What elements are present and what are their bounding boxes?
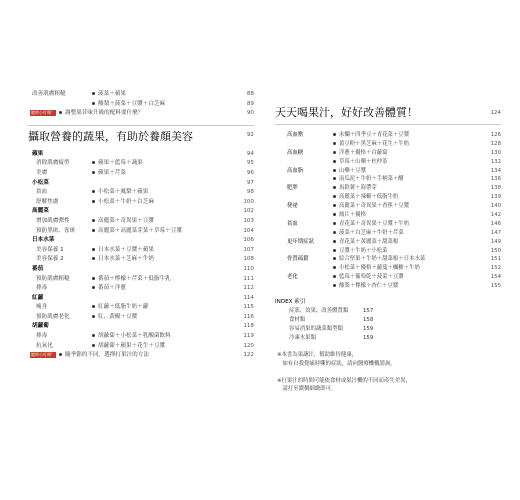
symptom-row [275, 184, 501, 193]
page-number: 98 [246, 189, 254, 196]
page-number: 142 [490, 212, 501, 219]
bullet-icon [92, 286, 95, 289]
toc-row [28, 342, 254, 352]
toc-row [28, 284, 254, 294]
recipe-text-wrap [333, 282, 398, 291]
recipe-text-wrap [333, 167, 366, 176]
symptom-row [275, 193, 501, 202]
bullet-icon [92, 334, 95, 337]
heading-title: 天天喝果汁，好好改善體質！ [275, 106, 418, 119]
page-number: 114 [243, 294, 254, 301]
page-number: 139 [490, 194, 501, 201]
symptom-row [275, 220, 501, 229]
note-line [277, 368, 501, 377]
toc-label: 預防肌膚粗糙 [36, 275, 70, 282]
heading-title: 攝取營養的蔬果，有助於養顏美容 [28, 129, 193, 143]
toc-label: 抗氧化 [36, 342, 53, 349]
toc-row [28, 246, 254, 256]
toc-label: 高麗菜 [32, 208, 49, 215]
bullet-icon [333, 151, 336, 154]
symptom-category: 老化 [287, 274, 298, 281]
section-heading [28, 125, 254, 146]
symptom-category: 骨質疏鬆 [287, 256, 309, 263]
symptom-category [287, 175, 289, 184]
recipe-text: 藍莓＋葡萄乾＋菠菜＋豆漿 [339, 274, 404, 281]
page-number: 130 [490, 149, 501, 156]
page-number: 149 [490, 238, 501, 245]
symptom-category [287, 229, 289, 238]
recipe-text: 酪梨＋檸檬＋杏仁＋豆漿 [339, 283, 399, 290]
toc-text [92, 284, 126, 294]
symptom-category [287, 282, 289, 291]
recipe-text: 小松菜＋優格＋蘿蔓＋楓糖＋牛奶 [339, 265, 420, 272]
recipe-text: 日本水菜＋豆漿＋蘋果 [98, 246, 154, 253]
tip-text: 隨季節的不同，選擇打果汁的方法 [65, 352, 149, 359]
symptom-category: 便祕 [287, 203, 298, 210]
symptom-row [275, 158, 501, 167]
page-number: 120 [243, 342, 254, 349]
toc-label: 番茄 [32, 265, 44, 272]
toc-row [28, 188, 254, 198]
toc-label: 預防肌膚老化 [36, 313, 70, 320]
section-heading [275, 104, 501, 125]
recipe-text: 青花菜＋黃麗菜＋甜菜根 [339, 238, 399, 245]
recipe-text: 洋蔥＋優格＋白蘿蔔 [339, 149, 388, 156]
page-number: 150 [490, 247, 501, 254]
symptom-row [275, 149, 501, 158]
page-number: 104 [243, 227, 254, 234]
notes [275, 351, 501, 394]
page-number: 138 [490, 185, 501, 192]
tip-row [28, 109, 254, 119]
toc-text [92, 217, 154, 227]
page-number: 96 [246, 169, 254, 176]
symptom-category [287, 193, 289, 202]
left-top-section [28, 90, 254, 109]
bullet-icon [333, 160, 336, 163]
recipe-text: 酪梨＋菠菜＋豆漿＋白芝麻 [98, 100, 166, 107]
toc-label: 蘋果 [32, 150, 44, 157]
symptom-category [287, 264, 289, 273]
bullet-icon [92, 92, 95, 95]
note-line: ※打果汁的時間可能依食材或果汁機的不同而產生差異， [277, 377, 411, 384]
recipe-text-wrap [333, 184, 377, 193]
toc-row [28, 313, 254, 323]
page-number: 119 [243, 333, 254, 340]
toc-text [92, 255, 154, 265]
index-row [275, 325, 501, 334]
page-number: 95 [246, 160, 254, 167]
toc-label: 增加肌膚彈性 [36, 217, 70, 224]
recipe-text: 蘋果＋藍莓＋蔬果 [98, 160, 143, 167]
symptom-row [275, 202, 501, 211]
toc-section-row [28, 236, 254, 246]
page-number: 157 [363, 308, 374, 315]
toc-label: 預防黑斑、雀斑 [36, 227, 76, 234]
recipe-text-wrap [333, 158, 388, 167]
recipe-text: 小松菜＋牛奶＋白芝麻 [98, 198, 154, 205]
toc-text [92, 159, 143, 169]
toc-row [28, 169, 254, 179]
toc-row [28, 217, 254, 227]
recipe-text: 菠菜＋蘋果 [98, 91, 126, 97]
page-number: 158 [363, 317, 374, 324]
bullet-icon [92, 277, 95, 280]
page-number: 159 [363, 326, 374, 333]
page-number: 146 [490, 220, 501, 227]
recipe-text: 鳳片＋優格 [339, 212, 366, 219]
page-number: 100 [243, 198, 254, 205]
toc-text [92, 275, 171, 285]
symptom-list [275, 131, 501, 291]
page-number: 140 [490, 203, 501, 210]
toc-row [28, 332, 254, 342]
recipe-text-wrap [333, 247, 388, 256]
index-label: 食材類 [289, 317, 306, 324]
page-number: 106 [243, 237, 254, 244]
symptom-row [275, 131, 501, 140]
symptom-category: 高血脂 [287, 167, 304, 174]
bullet-icon [92, 315, 95, 318]
symptom-category: 更年期症狀 [287, 238, 314, 245]
recipe-text-wrap [333, 193, 398, 202]
recipe-text-wrap [333, 273, 404, 282]
toc-label: 小松菜 [32, 179, 49, 186]
toc-section-row [28, 207, 254, 217]
symptom-row [275, 255, 501, 264]
toc-row [28, 90, 254, 100]
page-number: 89 [246, 100, 254, 107]
recipe-text: 高麗菜＋奇異果＋豆漿 [98, 217, 154, 224]
index-row [275, 334, 501, 343]
toc-row [28, 227, 254, 237]
symptom-row [275, 175, 501, 184]
toc-row [28, 159, 254, 169]
recipe-text: 紅、黃椒＋豆漿 [98, 313, 138, 320]
page-number: 151 [490, 256, 501, 263]
toc-text [92, 332, 171, 342]
page-number: 97 [246, 179, 254, 186]
page-number: 134 [490, 167, 501, 174]
note-line: 如有自我覺痛時嘶的症狀，請向醫療機構諮詢。 [277, 360, 396, 367]
toc-row [28, 198, 254, 208]
recipe-text-wrap [333, 131, 409, 140]
toc-label: 紅蘿 [32, 294, 44, 301]
page-number: 122 [243, 352, 254, 359]
toc-label: 舒解焦慮 [36, 198, 59, 205]
symptom-category [287, 247, 289, 256]
recipe-text: 胡蘿蔔＋小松菜＋乳酸菌飲料 [98, 333, 171, 340]
toc-label: 美容保養 2 [36, 256, 64, 263]
bullet-icon [333, 169, 336, 172]
toc-text [92, 342, 165, 352]
recipe-text-wrap [333, 238, 398, 247]
index-label: 冷凍水果類 [289, 335, 316, 342]
bullet-icon [333, 249, 336, 252]
recipe-text-wrap [333, 140, 409, 149]
page-number: 103 [243, 217, 254, 224]
bullet-icon [92, 219, 95, 222]
index-row [275, 307, 501, 316]
toc-label: 排毒 [36, 333, 48, 340]
recipe-text: 黃豆粉＋黑芝麻＋花生＋牛奶 [339, 140, 410, 147]
toc-label: 胡蘿蔔 [32, 323, 49, 330]
bullet-icon [92, 102, 95, 105]
bullet-icon [92, 344, 95, 347]
index-list [275, 307, 501, 343]
page-number: 155 [490, 283, 501, 290]
tip-badge: 隨時小叮嚀！ [31, 351, 55, 357]
recipe-text: 山藥＋豆漿 [339, 167, 366, 174]
bullet-icon [92, 305, 95, 308]
recipe-text: 草莓＋山藥＋杜仲茶 [339, 158, 388, 165]
bullet-icon [333, 142, 336, 145]
symptom-category [287, 158, 289, 167]
symptom-category: 貧血 [287, 220, 298, 227]
page-number: 94 [246, 150, 254, 157]
page-number: 126 [490, 132, 501, 138]
toc-text [92, 246, 154, 256]
bullet-icon [333, 240, 336, 243]
page-number: 116 [243, 313, 254, 320]
recipe-text: 青花菜＋奇異果＋豆漿＋牛奶 [339, 220, 410, 227]
toc-label: 排毒 [36, 285, 48, 292]
bullet-icon [333, 275, 336, 278]
symptom-row [275, 247, 501, 256]
recipe-text: 胡蘿蔔＋蘋果＋花生＋豆漿 [98, 342, 166, 349]
toc-section-row [28, 294, 254, 304]
symptom-row [275, 229, 501, 238]
recipe-text: 高麗菜＋辣椒＋低脂牛奶 [339, 194, 399, 201]
toc-text [92, 169, 126, 179]
bullet-icon [333, 284, 336, 287]
toc-list [28, 150, 254, 351]
page-number: 107 [243, 246, 254, 253]
page-number: 88 [246, 91, 254, 97]
bullet-icon [333, 231, 336, 234]
recipe-text: 未爛＋四季豆＋青花菜＋豆漿 [339, 132, 410, 138]
symptom-row [275, 211, 501, 220]
recipe-text: 菠菜＋白芝麻＋牛奶＋芹菜 [339, 229, 404, 236]
recipe-text-wrap [333, 255, 425, 264]
note-line: 請打至濃稠細緻即可。 [277, 386, 337, 393]
symptom-row [275, 273, 501, 282]
tip-badge: 隨時小叮嚀！ [31, 109, 55, 115]
recipe-text-wrap [333, 202, 409, 211]
bullet-icon [333, 195, 336, 198]
page-number: 132 [490, 158, 501, 165]
bullet-icon [333, 186, 336, 189]
tip-row [28, 351, 254, 361]
recipe-text: 高麗菜＋奇異果＋香蕉＋豆漿 [339, 203, 410, 210]
symptom-category: 高血壓 [287, 132, 304, 138]
bullet-icon [333, 204, 336, 207]
symptom-row [275, 140, 501, 149]
recipe-text-wrap [333, 220, 409, 229]
toc-section-row [28, 179, 254, 189]
page-number: 124 [490, 110, 501, 116]
bullet-icon [92, 248, 95, 251]
toc-section-row [28, 322, 254, 332]
symptom-category: 高血糖 [287, 149, 304, 156]
toc-label [32, 100, 34, 110]
recipe-text: 高麗菜＋高麗菜芽菜＋草莓＋豆漿 [98, 227, 182, 234]
bullet-icon [92, 257, 95, 260]
recipe-text: 馬鈴薯＋海帶芽 [339, 185, 377, 192]
page-number: 102 [243, 208, 254, 215]
toc-row [28, 100, 254, 110]
bullet-icon [92, 229, 95, 232]
page-number: 118 [243, 323, 254, 330]
symptom-row [275, 238, 501, 247]
note-line: ※本書為果蔬汁，幫助維持健康， [277, 352, 357, 359]
symptom-category: 肥胖 [287, 185, 298, 192]
left-page [28, 90, 254, 361]
recipe-text: 紅蘿＋低脂牛奶＋蘿 [98, 304, 149, 311]
toc-label: 瘦身 [36, 304, 48, 311]
recipe-text: 番茄＋檸檬＋芹菜＋低脂牛乳 [98, 275, 171, 282]
index-heading: INDEX 索引 [275, 299, 306, 306]
page-number: 110 [243, 265, 254, 272]
bullet-icon [59, 111, 62, 114]
page-number: 136 [490, 176, 501, 183]
page-number: 152 [490, 265, 501, 272]
symptom-category [287, 211, 289, 220]
bullet-icon [333, 222, 336, 225]
bullet-icon [92, 161, 95, 164]
page-number: 111 [243, 275, 254, 282]
recipe-text-wrap [333, 229, 404, 238]
symptom-row [275, 282, 501, 291]
recipe-text-wrap [333, 264, 420, 273]
page-number: 108 [243, 256, 254, 263]
recipe-text: 小松菜＋鳳梨＋蘋果 [98, 189, 149, 196]
recipe-text: 日本水菜＋芝麻＋牛奶 [98, 256, 154, 263]
page-number: 159 [363, 335, 374, 342]
page-number: 128 [490, 140, 501, 147]
page-number: 112 [243, 285, 254, 292]
toc-label: 美容保養 1 [36, 246, 64, 253]
toc-row [28, 275, 254, 285]
tip-text: 調整果昔味升級的配料要什麼？ [65, 110, 144, 117]
bullet-icon [333, 213, 336, 216]
right-page [275, 96, 501, 394]
toc-label: 日本水菜 [32, 237, 55, 244]
recipe-text: 南瓜泥＋牛奶＋手柄菜＋醋 [339, 176, 404, 183]
recipe-text-wrap [333, 175, 404, 184]
toc-label: 貧血 [36, 189, 48, 196]
symptom-category [287, 140, 289, 149]
toc-row [28, 255, 254, 265]
toc-text [92, 198, 154, 208]
page-number: 115 [243, 304, 254, 311]
toc-label: 消除肌膚疲勞 [36, 160, 70, 167]
symptom-row [275, 167, 501, 176]
bullet-icon [92, 200, 95, 203]
index-label: 症狀、效果、改善體質類 [289, 308, 349, 315]
page-number: 92 [246, 131, 254, 138]
toc-label: 美膚 [36, 169, 48, 176]
bullet-icon [333, 133, 336, 136]
page-number: 90 [246, 110, 254, 117]
index-label: 容易消果的蔬菜類型類 [289, 326, 343, 333]
page-number: 147 [490, 229, 501, 236]
toc-text [92, 227, 182, 237]
toc-text [92, 100, 165, 110]
toc-text [92, 303, 148, 313]
page-number: 154 [490, 274, 501, 281]
toc-text [92, 313, 137, 323]
recipe-text-wrap [333, 149, 388, 158]
index-row [275, 316, 501, 325]
recipe-text: 綜合堅果＋牛奶＋甜菜根＋日本水菜 [339, 256, 426, 263]
bullet-icon [333, 257, 336, 260]
recipe-text: 豆漿＋牛奶＋小松菜 [339, 247, 388, 254]
recipe-text-wrap [333, 211, 366, 220]
toc-text [92, 90, 126, 100]
recipe-text: 蘋果＋芹菜 [98, 169, 126, 176]
toc-section-row [28, 150, 254, 160]
bullet-icon [333, 177, 336, 180]
index-section [275, 297, 501, 343]
bullet-icon [92, 171, 95, 174]
bullet-icon [92, 190, 95, 193]
bullet-icon [59, 353, 62, 356]
toc-section-row [28, 265, 254, 275]
recipe-text: 番茄＋洋蔥 [98, 285, 126, 292]
toc-text [92, 188, 148, 198]
symptom-row [275, 264, 501, 273]
toc-label: 改善肌膚粗糙 [32, 91, 66, 97]
toc-row [28, 303, 254, 313]
bullet-icon [333, 266, 336, 269]
